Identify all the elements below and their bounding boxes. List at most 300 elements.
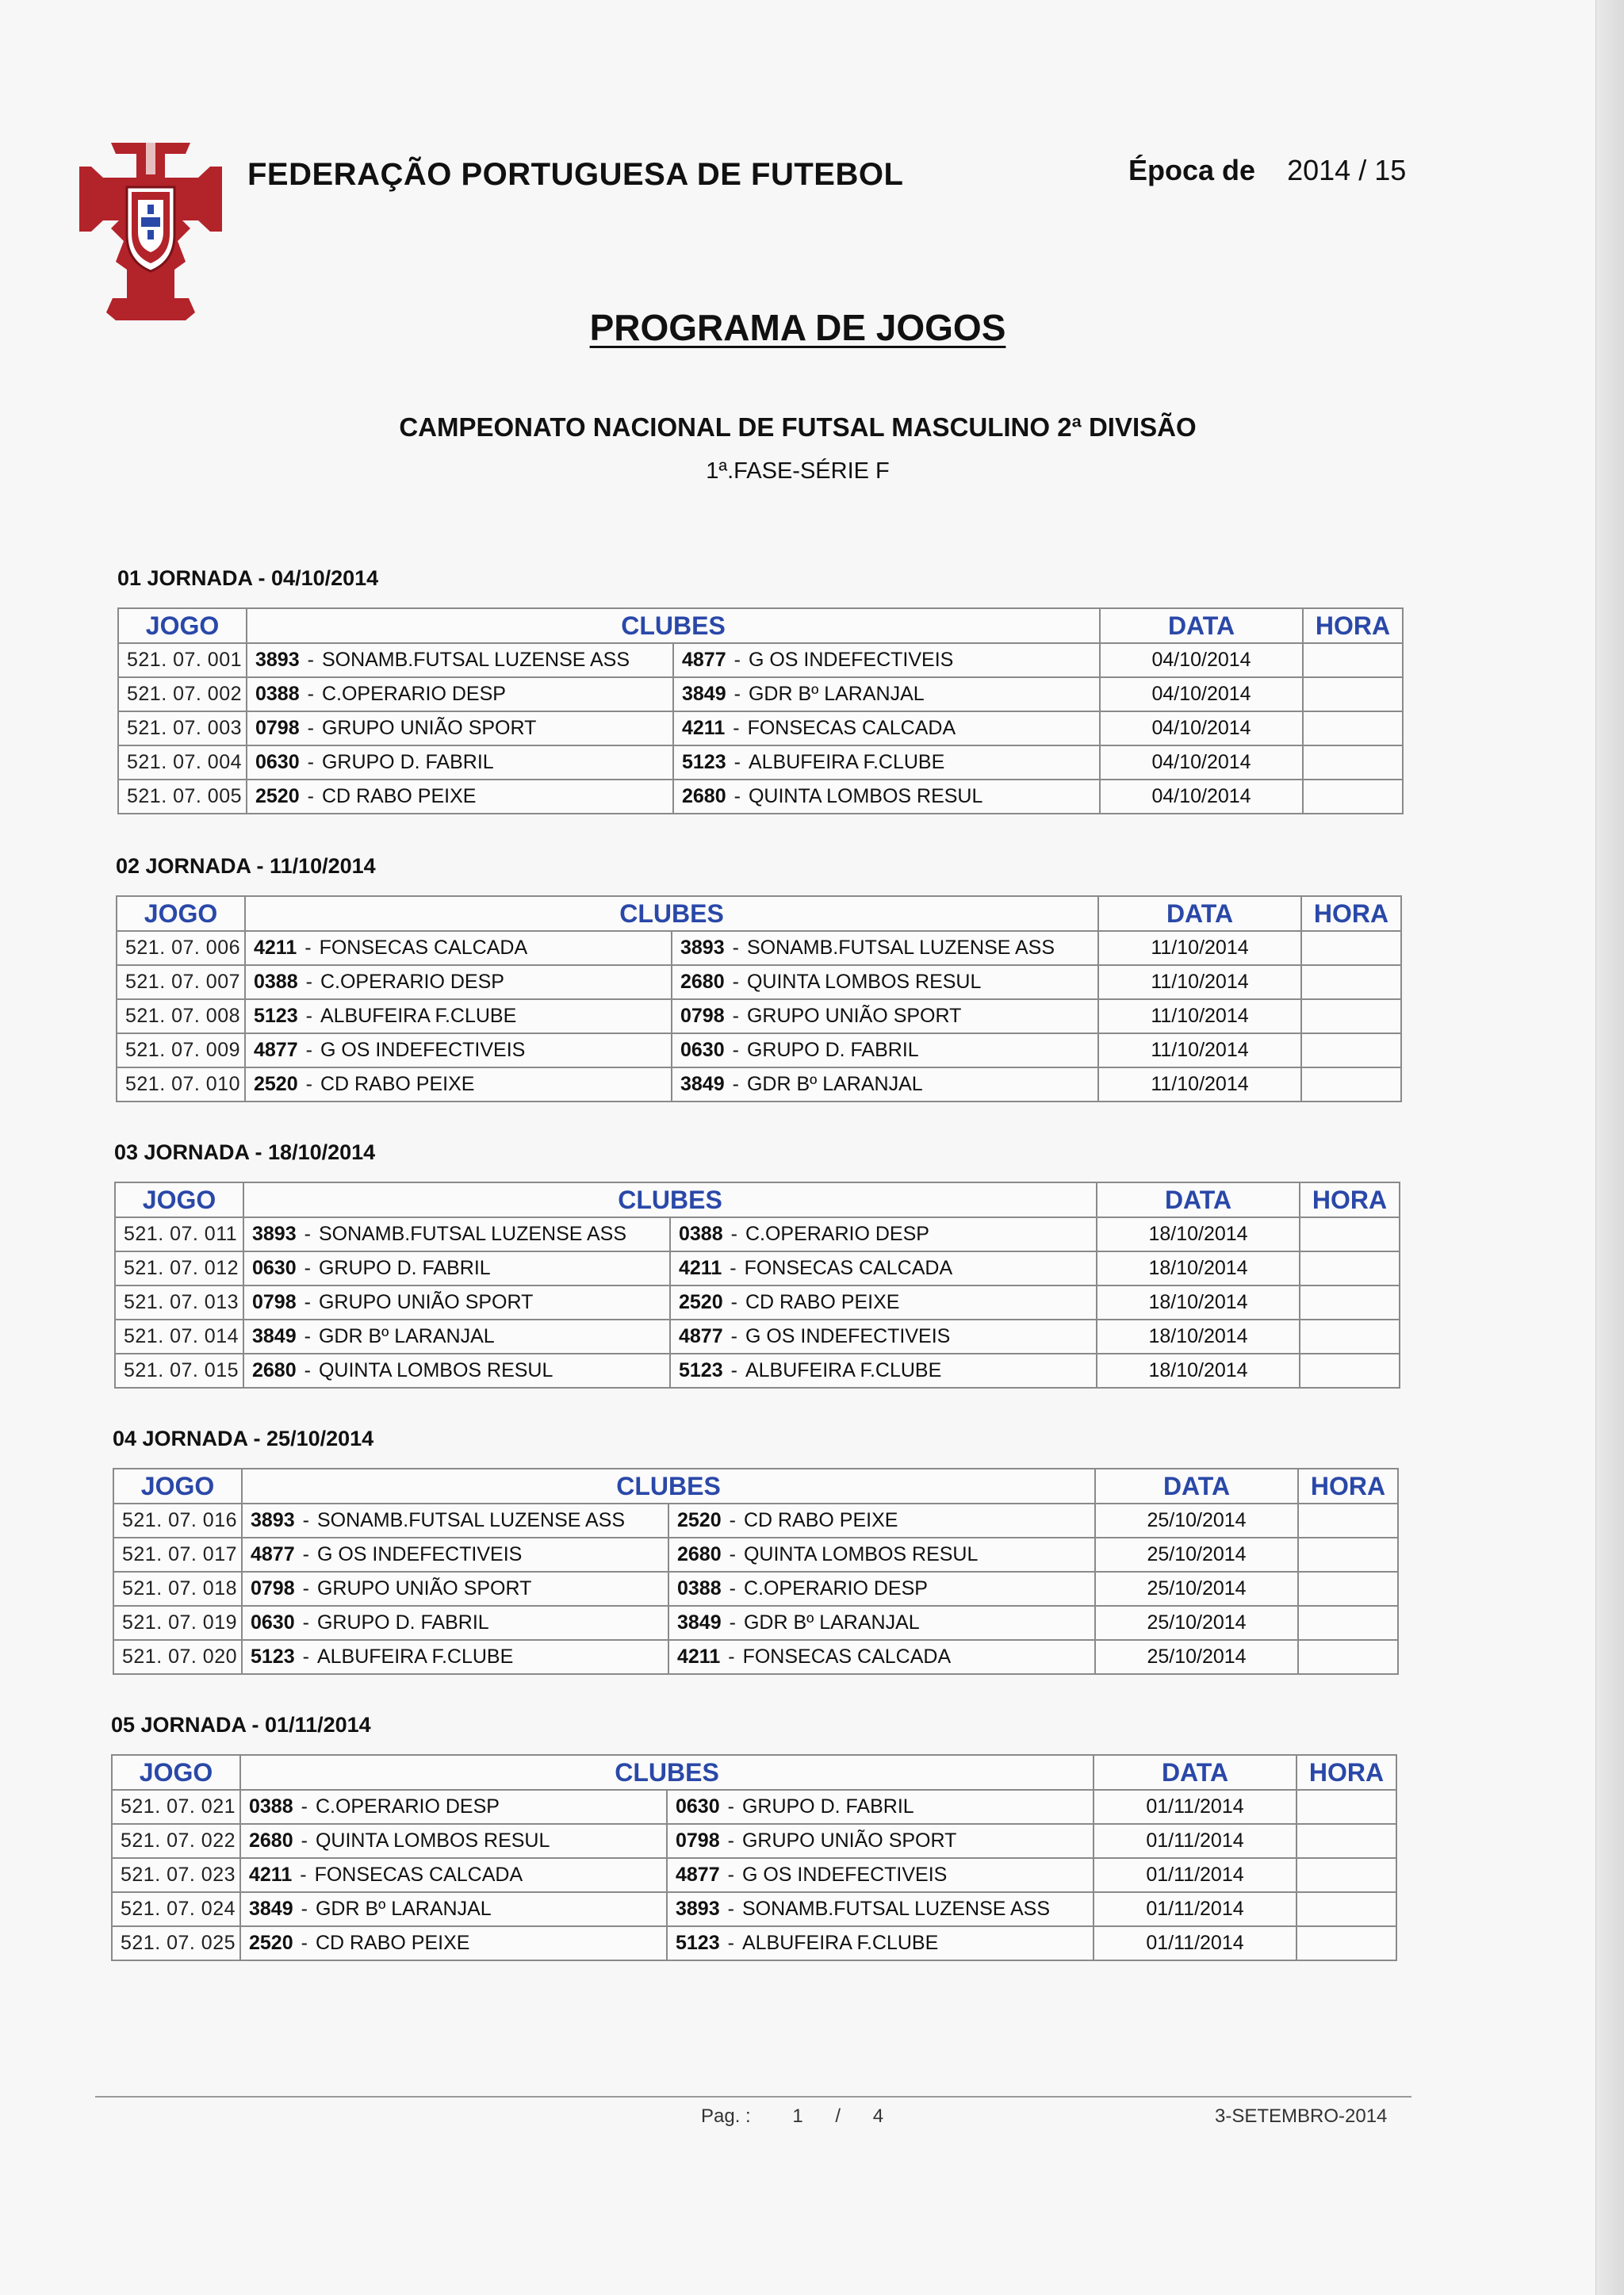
away-club-code: 4211 xyxy=(682,717,726,739)
home-club xyxy=(245,999,672,1033)
game-time xyxy=(1297,1824,1396,1858)
season-separator: / xyxy=(1358,154,1367,186)
table-header-row xyxy=(117,896,1401,931)
away-club xyxy=(668,1538,1095,1572)
table-row xyxy=(117,931,1401,965)
home-club-code: 4877 xyxy=(251,1543,295,1565)
home-club xyxy=(240,1790,667,1824)
game-time xyxy=(1298,1504,1398,1538)
home-club xyxy=(242,1606,668,1640)
column-header-clubes: CLUBES xyxy=(247,608,1100,643)
home-club-code: 0388 xyxy=(255,683,300,705)
dash: - xyxy=(304,1291,311,1313)
home-club xyxy=(247,677,673,711)
column-header-hora: HORA xyxy=(1303,608,1403,643)
home-club-code: 2520 xyxy=(249,1932,293,1954)
dash: - xyxy=(304,1257,311,1279)
table-row xyxy=(118,780,1403,814)
away-club-name: SONAMB.FUTSAL LUZENSE ASS xyxy=(741,1898,1051,1920)
away-club-code: 5123 xyxy=(679,1359,723,1381)
column-header-data: DATA xyxy=(1098,896,1301,931)
away-club-code: 5123 xyxy=(676,1932,720,1954)
home-club-name: FONSECAS CALCADA xyxy=(314,1864,523,1886)
home-club-code: 0798 xyxy=(251,1577,295,1600)
away-club-name: QUINTA LOMBOS RESUL xyxy=(748,785,983,807)
game-date: 25/10/2014 xyxy=(1095,1504,1298,1538)
game-time xyxy=(1303,780,1403,814)
away-club-name: FONSECAS CALCADA xyxy=(742,1646,952,1668)
page-indicator xyxy=(701,2105,883,2128)
away-club xyxy=(670,1217,1097,1251)
table-row xyxy=(115,1320,1400,1354)
away-club-code: 3849 xyxy=(682,683,726,705)
home-club xyxy=(247,780,673,814)
game-number: 521. 07. 014 xyxy=(115,1320,243,1354)
home-club-code: 5123 xyxy=(254,1005,298,1027)
table-row xyxy=(115,1354,1400,1388)
column-header-hora: HORA xyxy=(1298,1469,1398,1504)
away-club-name: CD RABO PEIXE xyxy=(743,1509,898,1531)
home-club-code: 0798 xyxy=(255,717,300,739)
dash: - xyxy=(733,751,741,773)
game-date: 01/11/2014 xyxy=(1094,1892,1297,1926)
table-header-row xyxy=(115,1182,1400,1217)
dash: - xyxy=(729,1509,736,1531)
away-club-name: GRUPO UNIÃO SPORT xyxy=(746,1005,962,1027)
away-club xyxy=(670,1285,1097,1320)
dash: - xyxy=(307,717,314,739)
dash: - xyxy=(305,1073,312,1095)
table-row xyxy=(112,1858,1396,1892)
away-club-name: CD RABO PEIXE xyxy=(745,1291,900,1313)
game-time xyxy=(1301,1067,1401,1102)
dash: - xyxy=(304,1359,311,1381)
game-date: 25/10/2014 xyxy=(1095,1606,1298,1640)
away-club-code: 0630 xyxy=(680,1039,725,1061)
game-number: 521. 07. 011 xyxy=(115,1217,243,1251)
table-row xyxy=(117,965,1401,999)
game-date: 04/10/2014 xyxy=(1100,780,1303,814)
dash: - xyxy=(301,1829,308,1852)
home-club-name: SONAMB.FUTSAL LUZENSE ASS xyxy=(316,1509,626,1531)
column-header-jogo: JOGO xyxy=(112,1755,240,1790)
home-club xyxy=(245,931,672,965)
home-club xyxy=(243,1285,670,1320)
away-club xyxy=(670,1354,1097,1388)
dash: - xyxy=(732,1039,739,1061)
home-club-code: 2520 xyxy=(255,785,300,807)
home-club-code: 0630 xyxy=(255,751,300,773)
dash: - xyxy=(732,971,739,993)
game-date: 11/10/2014 xyxy=(1098,965,1301,999)
away-club-name: SONAMB.FUTSAL LUZENSE ASS xyxy=(746,937,1055,959)
table-row xyxy=(112,1824,1396,1858)
dash: - xyxy=(302,1646,309,1668)
game-number: 521. 07. 022 xyxy=(112,1824,240,1858)
home-club-name: C.OPERARIO DESP xyxy=(315,1795,500,1818)
away-club xyxy=(672,1033,1098,1067)
away-club-name: GDR Bº LARANJAL xyxy=(746,1073,923,1095)
home-club-name: GRUPO UNIÃO SPORT xyxy=(316,1577,532,1600)
away-club-name: GRUPO UNIÃO SPORT xyxy=(741,1829,957,1852)
home-club-code: 5123 xyxy=(251,1646,295,1668)
away-club xyxy=(668,1504,1095,1538)
dash: - xyxy=(305,1005,312,1027)
table-row xyxy=(113,1640,1398,1674)
dash: - xyxy=(300,1864,307,1886)
column-header-hora: HORA xyxy=(1297,1755,1396,1790)
away-club-code: 2680 xyxy=(677,1543,722,1565)
away-club-name: G OS INDEFECTIVEIS xyxy=(745,1325,951,1347)
dash: - xyxy=(301,1898,308,1920)
column-header-data: DATA xyxy=(1094,1755,1297,1790)
game-date: 18/10/2014 xyxy=(1097,1354,1300,1388)
game-time xyxy=(1297,1926,1396,1960)
column-header-clubes: CLUBES xyxy=(242,1469,1095,1504)
home-club-name: CD RABO PEIXE xyxy=(321,785,477,807)
column-header-clubes: CLUBES xyxy=(245,896,1098,931)
game-date: 18/10/2014 xyxy=(1097,1217,1300,1251)
game-time xyxy=(1300,1251,1400,1285)
home-club-name: G OS INDEFECTIVEIS xyxy=(320,1039,526,1061)
game-number: 521. 07. 021 xyxy=(112,1790,240,1824)
away-club-code: 3849 xyxy=(680,1073,725,1095)
game-number: 521. 07. 002 xyxy=(118,677,247,711)
dash: - xyxy=(730,1291,737,1313)
table-row xyxy=(113,1572,1398,1606)
dash: - xyxy=(307,785,314,807)
dash: - xyxy=(301,1795,308,1818)
table-row xyxy=(118,711,1403,745)
game-date: 18/10/2014 xyxy=(1097,1320,1300,1354)
home-club-code: 4211 xyxy=(254,937,297,959)
dash: - xyxy=(302,1577,309,1600)
game-date: 04/10/2014 xyxy=(1100,711,1303,745)
fpf-crest-icon xyxy=(79,143,222,320)
table-row xyxy=(117,999,1401,1033)
home-club-code: 2680 xyxy=(252,1359,297,1381)
home-club-name: GRUPO UNIÃO SPORT xyxy=(321,717,537,739)
home-club-name: ALBUFEIRA F.CLUBE xyxy=(320,1005,517,1027)
table-row xyxy=(113,1504,1398,1538)
game-date: 01/11/2014 xyxy=(1094,1858,1297,1892)
round-title: 05 JORNADA - 01/11/2014 xyxy=(111,1713,371,1737)
away-club-name: FONSECAS CALCADA xyxy=(744,1257,953,1279)
away-club xyxy=(670,1320,1097,1354)
column-header-jogo: JOGO xyxy=(115,1182,243,1217)
table-row xyxy=(112,1790,1396,1824)
game-number: 521. 07. 019 xyxy=(113,1606,242,1640)
home-club-name: C.OPERARIO DESP xyxy=(320,971,504,993)
home-club-code: 0630 xyxy=(252,1257,297,1279)
column-header-jogo: JOGO xyxy=(117,896,245,931)
away-club-name: GRUPO D. FABRIL xyxy=(741,1795,914,1818)
game-date: 11/10/2014 xyxy=(1098,999,1301,1033)
away-club xyxy=(667,1892,1094,1926)
game-date: 25/10/2014 xyxy=(1095,1538,1298,1572)
away-club xyxy=(672,965,1098,999)
away-club xyxy=(668,1572,1095,1606)
dash: - xyxy=(729,1577,736,1600)
table-header-row xyxy=(118,608,1403,643)
home-club-name: QUINTA LOMBOS RESUL xyxy=(315,1829,550,1852)
games-table xyxy=(114,1182,1400,1389)
home-club-name: GRUPO UNIÃO SPORT xyxy=(318,1291,534,1313)
round-title: 01 JORNADA - 04/10/2014 xyxy=(117,566,379,590)
column-header-data: DATA xyxy=(1097,1182,1300,1217)
footer-date: 3-SETEMBRO-2014 xyxy=(1215,2105,1388,2127)
dash: - xyxy=(727,1795,734,1818)
game-number: 521. 07. 003 xyxy=(118,711,247,745)
game-date: 04/10/2014 xyxy=(1100,643,1303,677)
away-club-name: G OS INDEFECTIVEIS xyxy=(741,1864,948,1886)
game-time xyxy=(1298,1572,1398,1606)
season-end: 15 xyxy=(1374,154,1407,186)
table-row xyxy=(117,1033,1401,1067)
column-header-hora: HORA xyxy=(1300,1182,1400,1217)
away-club xyxy=(667,1926,1094,1960)
away-club-name: C.OPERARIO DESP xyxy=(743,1577,928,1600)
season-value xyxy=(1287,154,1406,186)
season-start: 2014 xyxy=(1287,154,1351,186)
game-number: 521. 07. 025 xyxy=(112,1926,240,1960)
away-club xyxy=(672,999,1098,1033)
home-club-code: 0798 xyxy=(252,1291,297,1313)
away-club-name: FONSECAS CALCADA xyxy=(747,717,956,739)
dash: - xyxy=(732,1073,739,1095)
home-club-code: 4877 xyxy=(254,1039,298,1061)
games-table xyxy=(116,895,1402,1102)
home-club-code: 3893 xyxy=(251,1509,295,1531)
away-club-code: 4877 xyxy=(682,649,726,671)
dash: - xyxy=(301,1932,308,1954)
round-title: 04 JORNADA - 25/10/2014 xyxy=(113,1427,374,1450)
home-club xyxy=(242,1640,668,1674)
home-club xyxy=(242,1572,668,1606)
season xyxy=(1128,154,1406,187)
away-club-name: GDR Bº LARANJAL xyxy=(748,683,925,705)
dash: - xyxy=(729,1611,736,1634)
away-club xyxy=(673,677,1100,711)
home-club xyxy=(245,1067,672,1102)
game-time xyxy=(1298,1640,1398,1674)
page-separator: / xyxy=(835,2105,841,2127)
column-header-hora: HORA xyxy=(1301,896,1401,931)
table-row xyxy=(118,643,1403,677)
dash: - xyxy=(307,649,314,671)
away-club-name: ALBUFEIRA F.CLUBE xyxy=(741,1932,939,1954)
game-time xyxy=(1301,931,1401,965)
game-number: 521. 07. 024 xyxy=(112,1892,240,1926)
home-club xyxy=(240,1824,667,1858)
dash: - xyxy=(727,1829,734,1852)
game-time xyxy=(1297,1858,1396,1892)
away-club xyxy=(670,1251,1097,1285)
table-row xyxy=(115,1251,1400,1285)
dash: - xyxy=(733,649,741,671)
dash: - xyxy=(727,1932,734,1954)
home-club xyxy=(247,711,673,745)
table-header-row xyxy=(113,1469,1398,1504)
dash: - xyxy=(729,1543,736,1565)
phase-title: 1ª.FASE-SÉRIE F xyxy=(706,458,890,484)
game-time xyxy=(1301,999,1401,1033)
home-club-name: G OS INDEFECTIVEIS xyxy=(316,1543,523,1565)
table-header-row xyxy=(112,1755,1396,1790)
game-time xyxy=(1297,1790,1396,1824)
table-row xyxy=(118,745,1403,780)
home-club-code: 3893 xyxy=(252,1223,297,1245)
game-time xyxy=(1300,1320,1400,1354)
competition-title: CAMPEONATO NACIONAL DE FUTSAL MASCULINO 2ª DIVISÃO xyxy=(399,412,1197,442)
page-total: 4 xyxy=(872,2105,884,2127)
home-club-code: 0388 xyxy=(249,1795,293,1818)
away-club-code: 4211 xyxy=(679,1257,722,1279)
home-club-code: 3893 xyxy=(255,649,300,671)
table-row xyxy=(115,1217,1400,1251)
game-date: 04/10/2014 xyxy=(1100,677,1303,711)
game-time xyxy=(1297,1892,1396,1926)
away-club xyxy=(667,1858,1094,1892)
game-number: 521. 07. 004 xyxy=(118,745,247,780)
away-club-code: 4877 xyxy=(676,1864,720,1886)
away-club-code: 2680 xyxy=(680,971,725,993)
away-club-name: ALBUFEIRA F.CLUBE xyxy=(745,1359,942,1381)
away-club-name: GDR Bº LARANJAL xyxy=(743,1611,920,1634)
column-header-data: DATA xyxy=(1100,608,1303,643)
season-label: Época de xyxy=(1128,154,1256,186)
away-club-name: GRUPO D. FABRIL xyxy=(746,1039,919,1061)
home-club-name: C.OPERARIO DESP xyxy=(321,683,506,705)
game-number: 521. 07. 005 xyxy=(118,780,247,814)
away-club xyxy=(673,745,1100,780)
dash: - xyxy=(304,1325,311,1347)
game-date: 01/11/2014 xyxy=(1094,1790,1297,1824)
home-club-name: GDR Bº LARANJAL xyxy=(315,1898,492,1920)
home-club xyxy=(242,1504,668,1538)
away-club-code: 2520 xyxy=(677,1509,722,1531)
column-header-clubes: CLUBES xyxy=(240,1755,1094,1790)
away-club-name: QUINTA LOMBOS RESUL xyxy=(746,971,982,993)
game-date: 04/10/2014 xyxy=(1100,745,1303,780)
round-section xyxy=(116,854,1400,1102)
home-club-name: SONAMB.FUTSAL LUZENSE ASS xyxy=(318,1223,627,1245)
game-date: 18/10/2014 xyxy=(1097,1285,1300,1320)
column-header-jogo: JOGO xyxy=(118,608,247,643)
away-club xyxy=(672,1067,1098,1102)
column-header-jogo: JOGO xyxy=(113,1469,242,1504)
away-club-code: 0798 xyxy=(680,1005,725,1027)
round-title: 03 JORNADA - 18/10/2014 xyxy=(114,1140,376,1164)
organization-name: FEDERAÇÃO PORTUGUESA DE FUTEBOL xyxy=(247,157,904,192)
home-club-code: 0388 xyxy=(254,971,298,993)
dash: - xyxy=(305,971,312,993)
game-number: 521. 07. 020 xyxy=(113,1640,242,1674)
home-club-code: 3849 xyxy=(252,1325,297,1347)
home-club xyxy=(243,1217,670,1251)
away-club xyxy=(672,931,1098,965)
game-number: 521. 07. 018 xyxy=(113,1572,242,1606)
dash: - xyxy=(730,1325,737,1347)
away-club-code: 3849 xyxy=(677,1611,722,1634)
round-title: 02 JORNADA - 11/10/2014 xyxy=(116,854,376,878)
game-number: 521. 07. 010 xyxy=(117,1067,245,1102)
away-club-code: 3893 xyxy=(680,937,725,959)
games-table xyxy=(111,1754,1397,1961)
dash: - xyxy=(304,937,312,959)
game-time xyxy=(1298,1538,1398,1572)
home-club-code: 2680 xyxy=(249,1829,293,1852)
table-row xyxy=(113,1606,1398,1640)
home-club-name: GRUPO D. FABRIL xyxy=(316,1611,489,1634)
home-club xyxy=(245,965,672,999)
game-number: 521. 07. 013 xyxy=(115,1285,243,1320)
home-club-name: CD RABO PEIXE xyxy=(320,1073,475,1095)
table-row xyxy=(118,677,1403,711)
away-club-code: 2680 xyxy=(682,785,726,807)
away-club xyxy=(673,780,1100,814)
dash: - xyxy=(733,683,741,705)
home-club-name: CD RABO PEIXE xyxy=(315,1932,470,1954)
game-number: 521. 07. 023 xyxy=(112,1858,240,1892)
dash: - xyxy=(307,751,314,773)
dash: - xyxy=(733,785,741,807)
away-club-name: ALBUFEIRA F.CLUBE xyxy=(748,751,945,773)
page-edge xyxy=(1595,0,1624,2295)
dash: - xyxy=(302,1509,309,1531)
away-club xyxy=(668,1606,1095,1640)
table-row xyxy=(112,1892,1396,1926)
away-club-code: 4211 xyxy=(677,1646,721,1668)
round-section xyxy=(113,1427,1397,1675)
dash: - xyxy=(302,1611,309,1634)
away-club-code: 2520 xyxy=(679,1291,723,1313)
home-club-code: 4211 xyxy=(249,1864,293,1886)
game-time xyxy=(1303,677,1403,711)
home-club-name: GDR Bº LARANJAL xyxy=(318,1325,495,1347)
dash: - xyxy=(732,937,739,959)
game-time xyxy=(1301,965,1401,999)
dash: - xyxy=(728,1646,735,1668)
game-number: 521. 07. 008 xyxy=(117,999,245,1033)
home-club-name: FONSECAS CALCADA xyxy=(319,937,528,959)
home-club xyxy=(243,1320,670,1354)
home-club xyxy=(243,1354,670,1388)
game-time xyxy=(1303,711,1403,745)
game-time xyxy=(1298,1606,1398,1640)
away-club-code: 0630 xyxy=(676,1795,720,1818)
home-club xyxy=(247,745,673,780)
game-number: 521. 07. 016 xyxy=(113,1504,242,1538)
game-date: 11/10/2014 xyxy=(1098,1033,1301,1067)
game-time xyxy=(1303,643,1403,677)
home-club xyxy=(240,1926,667,1960)
table-row xyxy=(112,1926,1396,1960)
game-number: 521. 07. 001 xyxy=(118,643,247,677)
game-number: 521. 07. 006 xyxy=(117,931,245,965)
table-row xyxy=(115,1285,1400,1320)
game-date: 11/10/2014 xyxy=(1098,931,1301,965)
game-time xyxy=(1303,745,1403,780)
round-section xyxy=(117,566,1402,814)
home-club xyxy=(240,1892,667,1926)
away-club xyxy=(673,643,1100,677)
home-club-code: 3849 xyxy=(249,1898,293,1920)
dash: - xyxy=(304,1223,311,1245)
game-number: 521. 07. 015 xyxy=(115,1354,243,1388)
game-number: 521. 07. 009 xyxy=(117,1033,245,1067)
away-club-code: 4877 xyxy=(679,1325,723,1347)
